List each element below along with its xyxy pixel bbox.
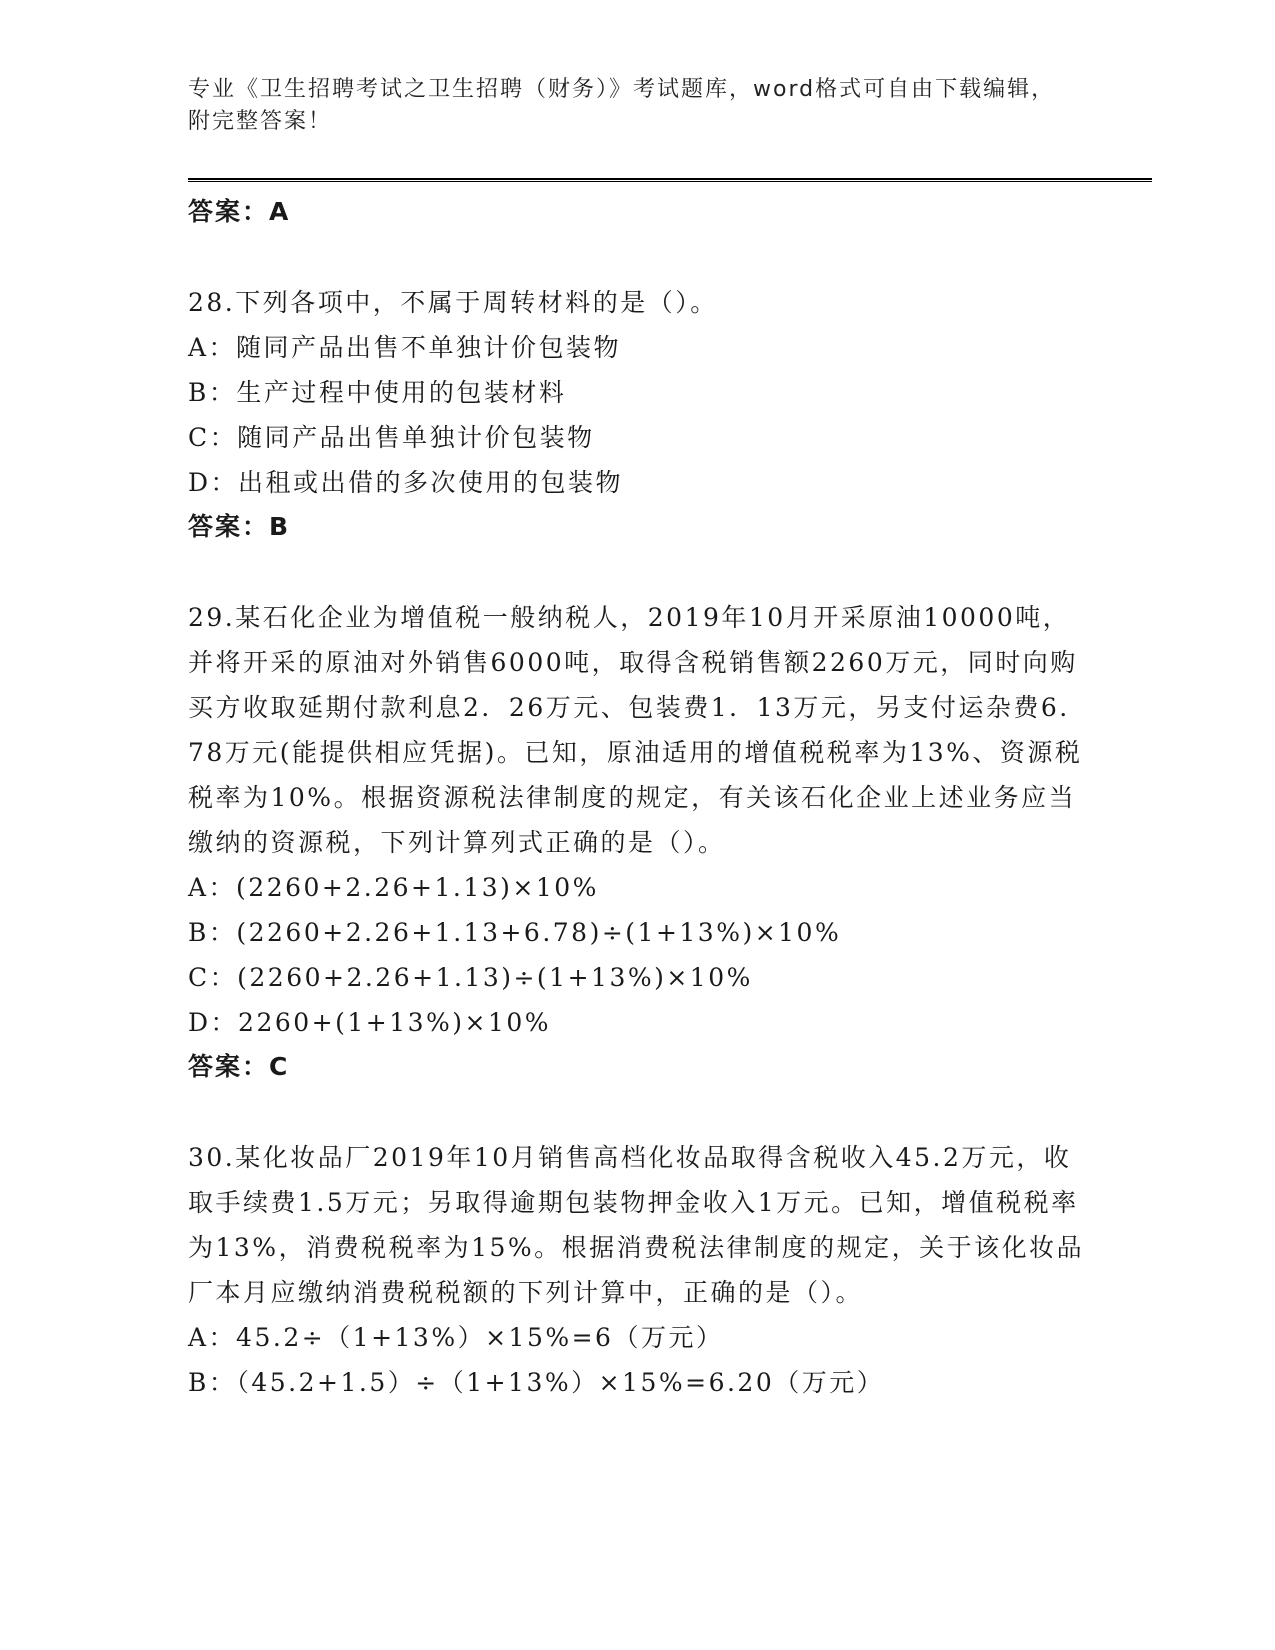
page-header: 专业《卫生招聘考试之卫生招聘（财务）》考试题库，word格式可自由下载编辑，附完整答案！ [188, 77, 1056, 134]
option-d: D：出租或出借的多次使用的包装物 [188, 468, 624, 497]
question-block [188, 280, 1088, 549]
answer-line: 答案：A [188, 197, 291, 226]
option-b: B：（45.2+1.5）÷（1+13%）×15%=6.20（万元） [188, 1368, 885, 1397]
question-text: 28.下列各项中，不属于周转材料的是（）。 [188, 288, 718, 317]
option-a: A：(2260+2.26+1.13)×10% [188, 873, 599, 902]
question-text: 30.某化妆品厂2019年10月销售高档化妆品取得含税收入45.2万元，收取手续费1.5万元；另取得逾期包装物押金收入1万元。已知，增值税税率为13%，消费税税率为15%。根据消费税法律制度的规定，关于该化妆品厂本月应缴纳消费税税额的下列计算中，正确的是（）。 [188, 1143, 1085, 1307]
question-text: 29.某石化企业为增值税一般纳税人，2019年10月开采原油10000吨，并将开采的原油对外销售6000吨，取得含税销售额2260万元，同时向购买方收取延期付款利息2．26万元、包装费1．13万元，另支付运杂费6．78万元(能提供相应凭据)。已知，原油适用的增值税税率为13%、资源税税率为10%。根据资源税法律制度的规定，有关该石化企业上述业务应当缴纳的资源税，下列计算列式正确的是（）。 [188, 603, 1087, 857]
header-divider [188, 178, 1152, 182]
option-c: C：(2260+2.26+1.13)÷(1+13%)×10% [188, 963, 753, 992]
document-body [188, 190, 1088, 1405]
spacer [188, 1089, 1088, 1135]
option-a: A：随同产品出售不单独计价包装物 [188, 333, 622, 362]
spacer [188, 234, 1088, 280]
option-b: B：(2260+2.26+1.13+6.78)÷(1+13%)×10% [188, 918, 842, 947]
spacer [188, 549, 1088, 595]
question-block [188, 1135, 1088, 1405]
option-d: D：2260+(1+13%)×10% [188, 1008, 552, 1037]
option-a: A：45.2÷（1+13%）×15%=6（万元） [188, 1323, 724, 1352]
answer-line: 答案：C [188, 1052, 290, 1081]
answer-line: 答案：B [188, 512, 291, 541]
option-c: C：随同产品出售单独计价包装物 [188, 423, 595, 452]
option-b: B：生产过程中使用的包装材料 [188, 378, 567, 407]
question-block [188, 595, 1088, 1089]
